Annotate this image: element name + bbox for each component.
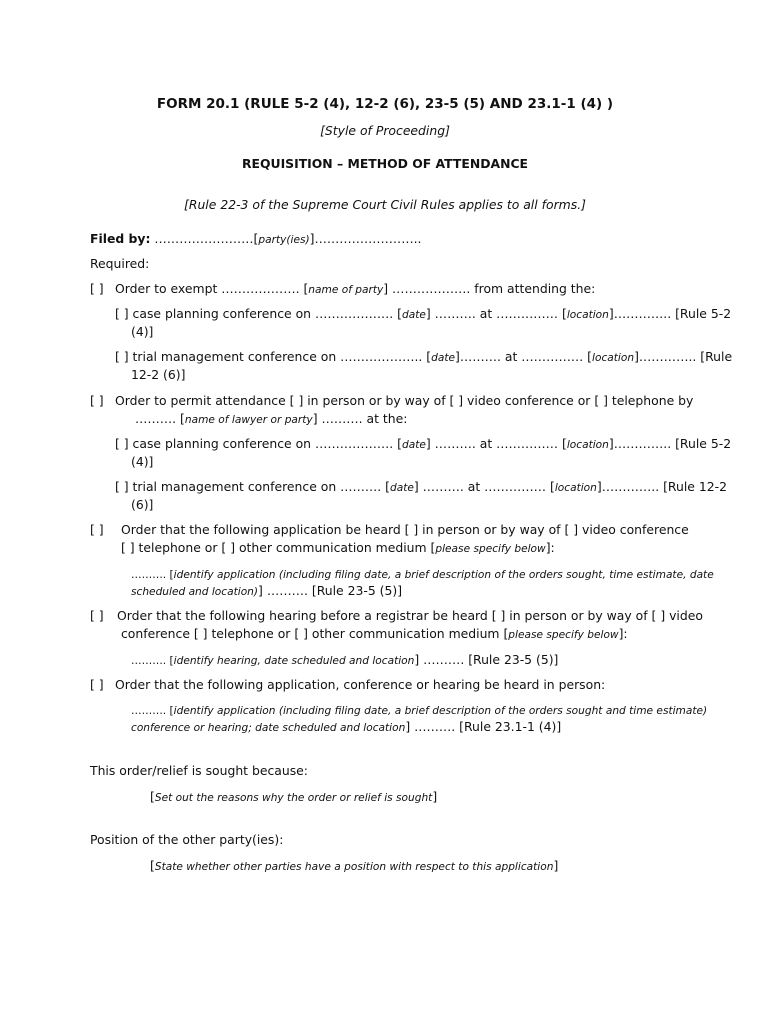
reasons-label: This order/relief is sought because:: [90, 763, 308, 778]
position-field[interactable]: [150, 858, 558, 875]
s2i1-date: date: [402, 439, 426, 451]
section1-checkbox[interactable]: [ ]: [90, 281, 104, 296]
s5-detail1-a: ………. [: [131, 705, 174, 717]
s2i2-c: ]………….. [Rule 12-2: [596, 479, 727, 494]
s4-line2-b: ]:: [618, 626, 628, 641]
s2-line2-b: ] ………. at the:: [312, 411, 408, 426]
s3-line2-b: ]:: [545, 540, 555, 555]
filed-by-label: Filed by:: [90, 231, 151, 246]
s3-detail2-b: ] ………. [Rule 23-5 (5)]: [258, 583, 403, 598]
s1i1-c: ]………….. [Rule 5-2: [608, 306, 732, 321]
section1-item2-cont: 12-2 (6)]: [131, 367, 186, 382]
section1-item1-cont: (4)]: [131, 324, 154, 339]
filed-by-line: [90, 231, 421, 248]
s2i2-a: [ ] trial management conference on ………. [: [115, 479, 391, 494]
section1-item2: [115, 349, 733, 366]
s3-detail2-it: scheduled and location): [131, 586, 259, 598]
filed-by-dots-after: ]……………………..: [309, 231, 422, 246]
reasons-open: [: [150, 789, 155, 804]
s4-detail-b: ] ………. [Rule 23-5 (5)]: [414, 652, 559, 667]
s2i1-c: ]………….. [Rule 5-2: [608, 436, 732, 451]
s2i2-b: ] ………. at …………… [: [413, 479, 555, 494]
s3-detail1-a: ………. [: [131, 569, 174, 581]
s1i2-a: [ ] trial management conference on ……………….. [: [115, 349, 432, 364]
section2-item1-cont: (4)]: [131, 454, 154, 469]
rule-note: [Rule 22-3 of the Supreme Court Civil Rules applies to all forms.]: [184, 197, 586, 212]
section2-checkbox[interactable]: [ ]: [90, 393, 104, 408]
section1-name-of-party: name of party: [308, 284, 384, 296]
s5-detail2-it: conference or hearing; date scheduled and location: [131, 722, 406, 734]
s2i1-b: ] ………. at …………… [: [425, 436, 567, 451]
s3-line2-a: [ ] telephone or [ ] other communication medium [: [121, 540, 436, 555]
s4-detail-it: identify hearing, date scheduled and location: [173, 655, 415, 667]
s1i2-date: date: [431, 352, 456, 364]
s2i2-date: date: [390, 482, 414, 494]
s4-detail-a: ………. [: [131, 655, 174, 667]
section2-item2: [115, 479, 727, 496]
section3-line1: Order that the following application be heard [ ] in person or by way of [ ] video conference: [121, 522, 689, 537]
s1i1-b: ] ………. at …………… [: [425, 306, 567, 321]
position-label: Position of the other party(ies):: [90, 832, 284, 847]
section2-line2: [135, 411, 407, 428]
reasons-close: ]: [432, 789, 438, 804]
reasons-text: Set out the reasons why the order or relief is sought: [154, 792, 433, 804]
section3-detail1: [131, 566, 714, 583]
required-label: Required:: [90, 256, 150, 271]
section3-line2: [121, 540, 555, 557]
section5-checkbox[interactable]: [ ]: [90, 677, 104, 692]
s1i1-location: location: [566, 309, 609, 321]
s2-lawyer: name of lawyer or party: [184, 414, 313, 426]
section1-text-b: ] ………………. from attending the:: [383, 281, 596, 296]
filed-by-party: party(ies): [258, 234, 310, 246]
section2-item2-cont: (6)]: [131, 497, 154, 512]
section4-line2: [121, 626, 628, 643]
s5-detail1-it: identify application (including filing date, a brief description of the orders sought and time estimate): [173, 705, 708, 717]
s4-specify: please specify below: [508, 629, 619, 641]
s4-line2-a: conference [ ] telephone or [ ] other communication medium [: [121, 626, 509, 641]
s1i2-location: location: [592, 352, 635, 364]
section4-checkbox[interactable]: [ ]: [90, 608, 104, 623]
style-of-proceeding: [Style of Proceeding]: [320, 123, 450, 138]
position-text: State whether other parties have a position with respect to this application: [154, 861, 554, 873]
section1-text: [115, 281, 595, 298]
s2i1-location: location: [566, 439, 609, 451]
s2i1-a: [ ] case planning conference on ………………. [: [115, 436, 403, 451]
reasons-field[interactable]: [150, 789, 437, 806]
filed-by-dots: ……………………[: [154, 231, 259, 246]
section5-line1: Order that the following application, conference or hearing be heard in person:: [115, 677, 606, 692]
requisition-title: REQUISITION – METHOD OF ATTENDANCE: [241, 156, 529, 171]
section4-line1: Order that the following hearing before a registrar be heard [ ] in person or by way of [ ] video: [117, 608, 703, 623]
s1i1-date: date: [402, 309, 426, 321]
section4-detail: [131, 652, 558, 669]
position-close: ]: [553, 858, 559, 873]
section2-item1: [115, 436, 732, 453]
s2i2-location: location: [554, 482, 597, 494]
s3-detail1-it: identify application (including filing date, a brief description of the orders sought, time estimate, date: [173, 569, 714, 581]
s1i2-b: ]………. at …………… [: [455, 349, 593, 364]
s1i1-a: [ ] case planning conference on ………………. [: [115, 306, 403, 321]
section3-checkbox[interactable]: [ ]: [90, 522, 104, 537]
form-title: FORM 20.1 (RULE 5-2 (4), 12-2 (6), 23-5 (5) AND 23.1-1 (4) ): [156, 96, 614, 112]
section5-detail1: [131, 702, 707, 719]
section5-detail2: [131, 719, 561, 736]
s5-detail2-b: ] ………. [Rule 23.1-1 (4)]: [405, 719, 562, 734]
section2-text: Order to permit attendance [ ] in person or by way of [ ] video conference or [ ] telephone by: [115, 393, 694, 408]
section1-text-a: Order to exempt ………………. [: [115, 281, 309, 296]
s1i2-c: ]………….. [Rule: [634, 349, 733, 364]
s3-specify: please specify below: [435, 543, 546, 555]
section3-detail2: [131, 583, 402, 600]
section1-item1: [115, 306, 732, 323]
s2-line2-a: ………. [: [135, 411, 185, 426]
position-open: [: [150, 858, 155, 873]
